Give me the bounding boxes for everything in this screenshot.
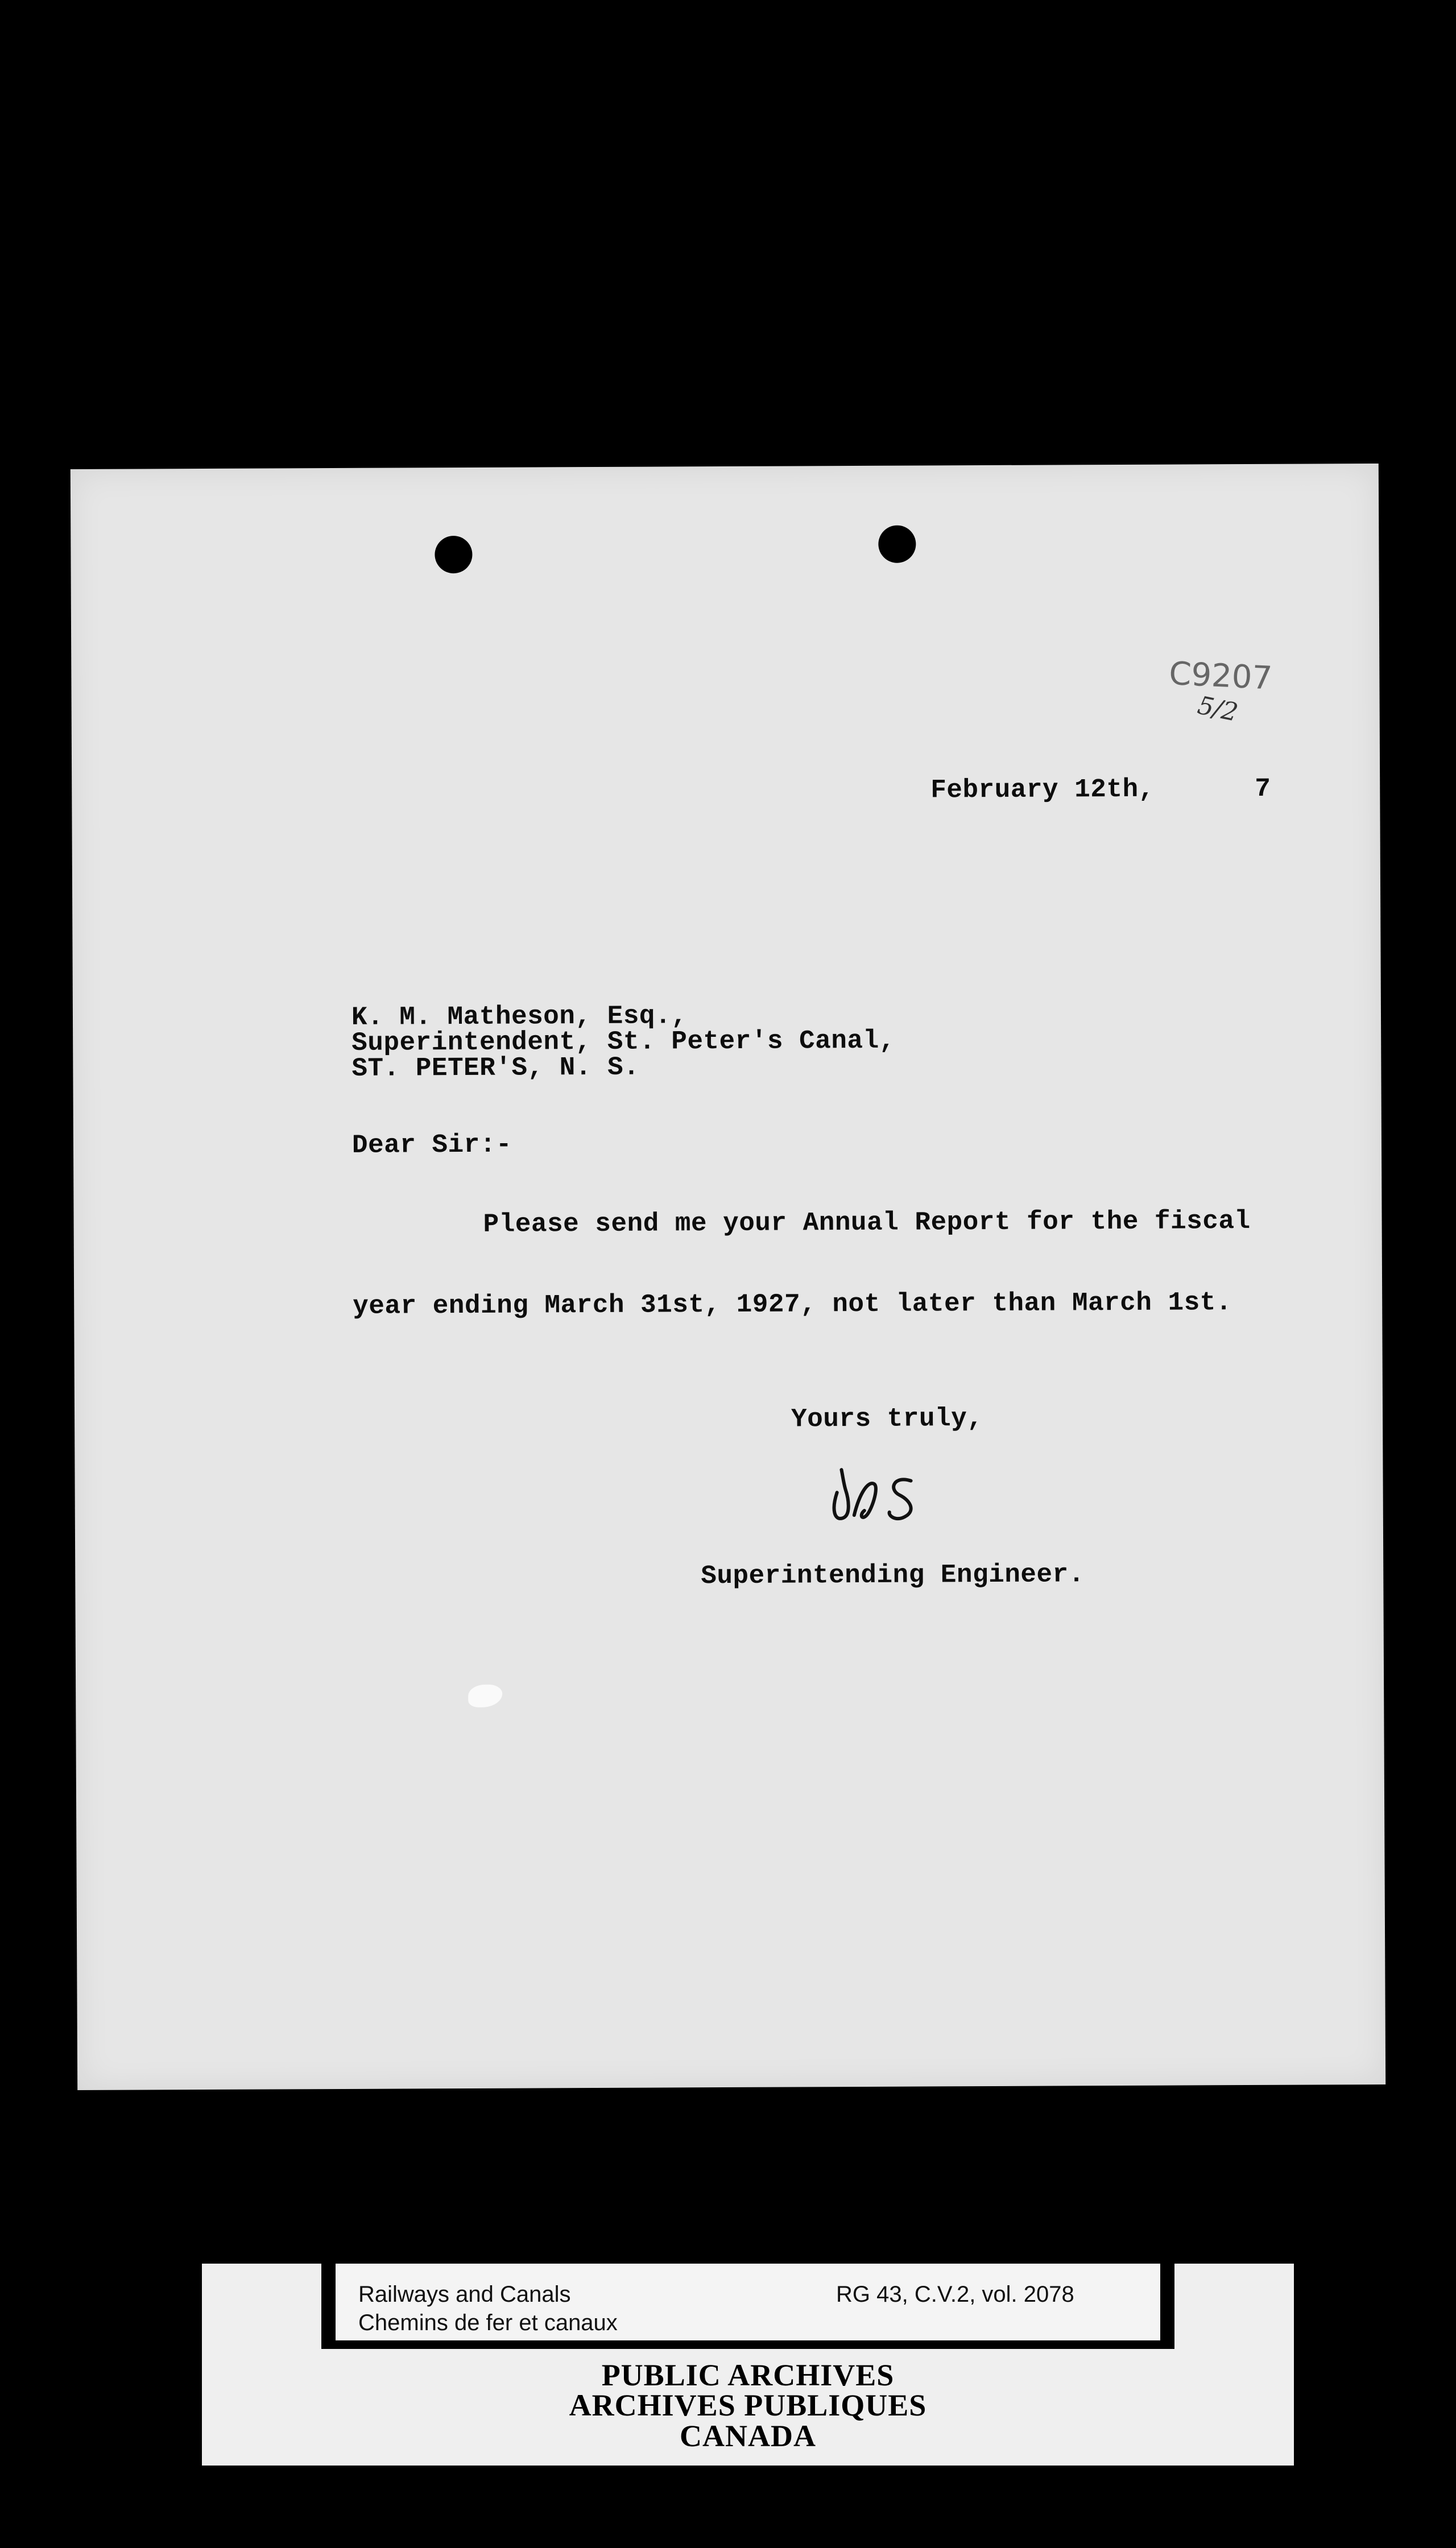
body-line-1: Please send me your Annual Report for the fiscal — [483, 1206, 1251, 1239]
paper-smudge — [468, 1685, 502, 1707]
closing: Yours truly, — [791, 1404, 983, 1434]
letter-page — [71, 464, 1385, 2090]
salutation: Dear Sir:- — [351, 1130, 512, 1160]
recipient-name: K. M. Matheson, Esq., — [351, 1001, 688, 1032]
punch-hole-right — [878, 526, 916, 563]
department-french: Chemins de fer et canaux — [358, 2310, 618, 2335]
archive-label — [202, 2264, 1294, 2466]
archive-name-french: ARCHIVES PUBLIQUES — [569, 2388, 927, 2422]
handwritten-signature — [825, 1458, 940, 1532]
letter-date-year: 7 — [1255, 774, 1271, 804]
punch-hole-left — [435, 536, 472, 573]
body-line-2: year ending March 31st, 1927, not later than March 1st. — [353, 1288, 1232, 1321]
letter-date: February 12th, — [930, 774, 1155, 805]
file-number-stamp: C9207 — [1168, 655, 1273, 697]
archive-country: CANADA — [680, 2419, 816, 2453]
file-number-annotation: 5/2 — [1195, 690, 1240, 727]
archive-name-english: PUBLIC ARCHIVES — [601, 2358, 895, 2392]
signer-title: Superintending Engineer. — [701, 1560, 1085, 1591]
archive-reference: RG 43, C.V.2, vol. 2078 — [836, 2282, 1074, 2307]
recipient-location: ST. PETER'S, N. S. — [351, 1052, 640, 1083]
department-english: Railways and Canals — [358, 2282, 571, 2307]
recipient-position: Superintendent, St. Peter's Canal, — [351, 1025, 895, 1058]
